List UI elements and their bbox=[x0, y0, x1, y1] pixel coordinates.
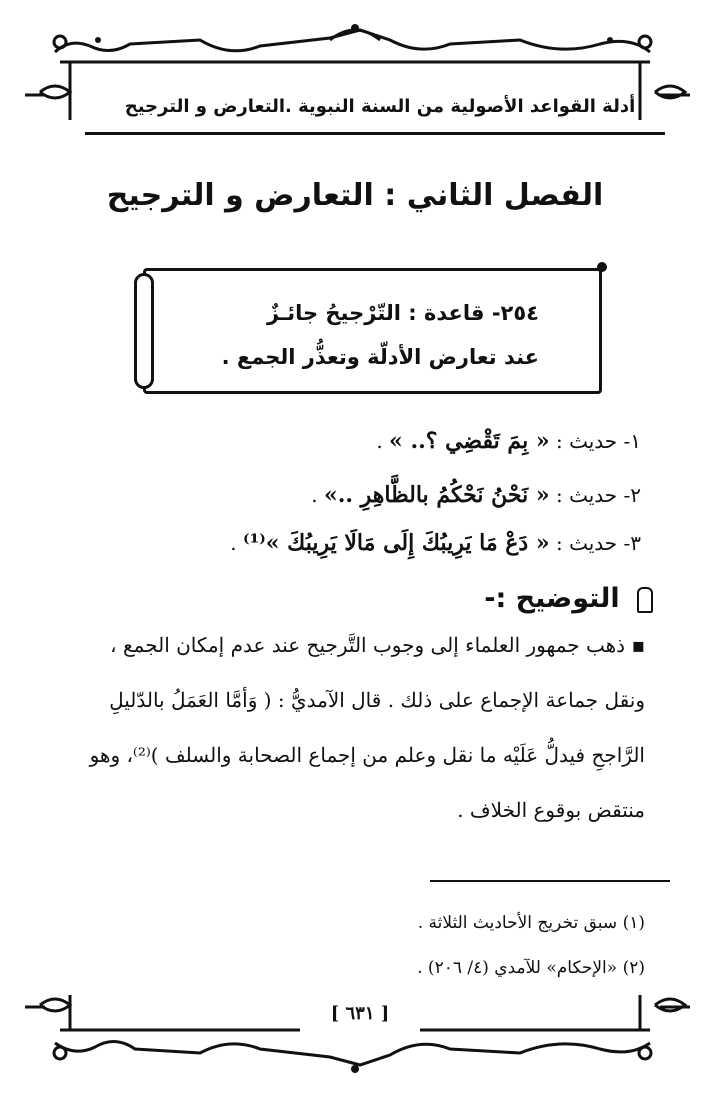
body-line: ونقل جماعة الإجماع على ذلك . قال الآمديُّ : ( وَأمَّا العَمَلُ بالدّليلِ bbox=[109, 688, 645, 712]
hadith-item bbox=[81, 482, 641, 508]
hadith-label: ١- حديث : bbox=[555, 429, 641, 453]
chapter-title: الفصل الثاني : التعارض و الترجيح bbox=[106, 178, 604, 213]
header-rule bbox=[85, 132, 665, 135]
footnote-rule bbox=[430, 880, 670, 882]
hadith-quote: « دَعْ مَا يَرِيبُكَ إِلَى مَالَا يَرِيبُكَ »⁽¹⁾ bbox=[243, 530, 550, 556]
body-line: منتقض بوقوع الخلاف . bbox=[457, 798, 645, 822]
hadith-item bbox=[81, 530, 641, 556]
hadith-end: . bbox=[311, 483, 318, 507]
header-ornament bbox=[0, 0, 703, 140]
body-line: الرَّاجحِ فيدلُّ عَلَيْه ما نقل وعلم من إجماع الصحابة والسلف )⁽²⁾، وهو bbox=[89, 743, 645, 767]
footnote: (٢) «الإحكام» للآمدي (٤/ ٢٠٦) . bbox=[417, 958, 645, 978]
explanation-heading bbox=[484, 583, 653, 614]
hadith-end: . bbox=[230, 531, 237, 555]
rule-box bbox=[143, 268, 602, 394]
hadith-quote: « بِمَ تَقْضِي ؟.. » bbox=[389, 428, 550, 454]
running-header: أدلة القواعد الأصولية من السنة النبوية .التعارض و الترجيح bbox=[124, 96, 636, 117]
rule-box-line-2: عند تعارض الأدلّة وتعذُّر الجمع . bbox=[221, 345, 539, 369]
hadith-label: ٢- حديث : bbox=[555, 483, 641, 507]
hadith-end: . bbox=[376, 429, 383, 453]
footnote: (١) سبق تخريج الأحاديث الثلاثة . bbox=[417, 913, 645, 933]
footer-ornament bbox=[0, 985, 703, 1095]
explanation-heading-text: التوضيح :- bbox=[484, 583, 620, 614]
body-line: ▪ ذهب جمهور العلماء إلى وجوب التَّرجيح عند عدم إمكان الجمع ، bbox=[110, 633, 645, 657]
pen-icon bbox=[637, 587, 653, 613]
rule-box-line-1: ٢٥٤- قاعدة : التّرْجيحُ جائـزٌ bbox=[266, 301, 539, 325]
page-number: [ ٦٣١ ] bbox=[330, 1003, 390, 1024]
hadith-label: ٣- حديث : bbox=[555, 531, 641, 555]
hadith-item bbox=[81, 428, 641, 454]
body-paragraph bbox=[45, 630, 645, 850]
hadith-quote: « نَحْنُ نَحْكُمُ بالظَّاهِرِ ..» bbox=[323, 482, 550, 508]
